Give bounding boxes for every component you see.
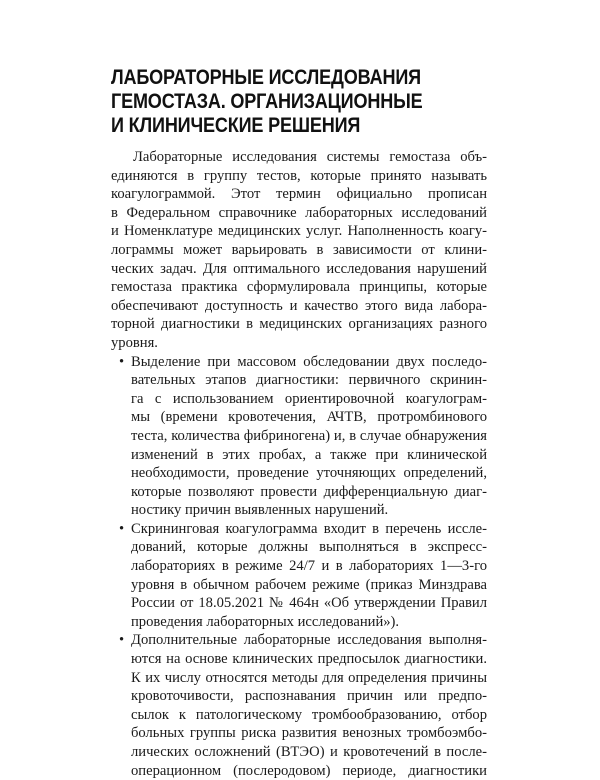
text-line: гемостаза практика сформулировала принципы, которые <box>111 279 487 296</box>
text-line: изменений в этих пробах, а также при клинической <box>131 446 487 463</box>
text-line: и Номенклатуре медицинских услуг. Наполненность коагу- <box>111 223 487 240</box>
text-line: Лабораторные исследования системы гемостаза объ- <box>133 149 487 165</box>
page-body <box>111 66 487 780</box>
text-line: ются на основе клинических предпосылок диагностики. <box>131 651 487 668</box>
text-line: лабораториях в режиме 24/7 и в лабораториях 1—3-го <box>131 558 487 575</box>
text-line: лических осложнений (ВТЭО) и кровотечений в после- <box>131 744 487 760</box>
text-line: России от 18.05.2021 № 464н «Об утверждении Правил <box>131 595 487 612</box>
text-line: лограммы может варьировать в зависимости от клини- <box>111 241 487 258</box>
text-line: обеспечивают доступность и качество этого вида лабора- <box>111 297 487 314</box>
bullet-mark: • <box>119 353 125 370</box>
text-line: дований, которые должны выполняться в экспресс- <box>131 539 487 556</box>
text-line: которые позволяют провести дифференциальную диаг- <box>131 483 487 500</box>
text-line: ностику причин выявленных нарушений. <box>131 502 389 519</box>
text-line: коагулограммой. Этот термин официально прописан <box>111 186 487 203</box>
text-line: • Скрининговая коагулограмма входит в перечень иссле- <box>119 520 487 537</box>
text-line: торной диагностики в медицинских организациях разного <box>111 316 487 333</box>
bullet-item <box>111 353 487 520</box>
text-line: К их числу относятся методы для определения причины <box>131 669 487 686</box>
text-line: • Дополнительные лабораторные исследования выполня- <box>119 632 487 649</box>
bullet-mark: • <box>119 632 125 649</box>
heading-line: ГЕМОСТАЗА. ОРГАНИЗАЦИОННЫЕ <box>111 90 423 113</box>
bullet-item <box>111 631 487 780</box>
text-line: ческих задач. Для оптимального исследования нарушений <box>111 260 487 277</box>
bullet-item <box>111 520 487 632</box>
text-line: кровоточивости, распознавания причин или предпо- <box>131 688 487 705</box>
text-line: вательных этапов диагностики: первичного скринин- <box>131 372 487 389</box>
text-line: га с использованием ориентировочной коагулограм- <box>131 390 487 407</box>
text-line: единяются в группу тестов, которые принято называть <box>111 167 487 184</box>
text-line: уровня в обычном рабочем режиме (приказ Минздрава <box>131 576 487 593</box>
text-line: мы (времени кровотечения, АЧТВ, протромбинового <box>131 409 487 426</box>
bullet-mark: • <box>119 520 125 537</box>
text-line: необходимости, проведение уточняющих определений, <box>131 465 487 482</box>
text-line: уровня. <box>111 334 158 351</box>
heading-line: И КЛИНИЧЕСКИЕ РЕШЕНИЯ <box>111 114 361 137</box>
text-line: операционном (послеродовом) периоде, диагностики <box>131 762 487 779</box>
text-line: в Федеральном справочнике лабораторных исследований <box>111 204 487 221</box>
heading-line: ЛАБОРАТОРНЫЕ ИССЛЕДОВАНИЯ <box>111 66 421 89</box>
text-line: сылок к патологическому тромбообразованию, отбор <box>131 706 487 723</box>
intro-paragraph <box>111 148 487 353</box>
text-line: больных группы риска развития венозных тромбоэмбо- <box>131 725 487 742</box>
text-line: проведения лабораторных исследований»). <box>131 613 400 630</box>
section-heading <box>111 66 489 138</box>
text-line: теста, количества фибриногена) и, в случае обнаружения <box>131 427 487 444</box>
text-line: • Выделение при массовом обследовании двух последо- <box>119 353 487 370</box>
